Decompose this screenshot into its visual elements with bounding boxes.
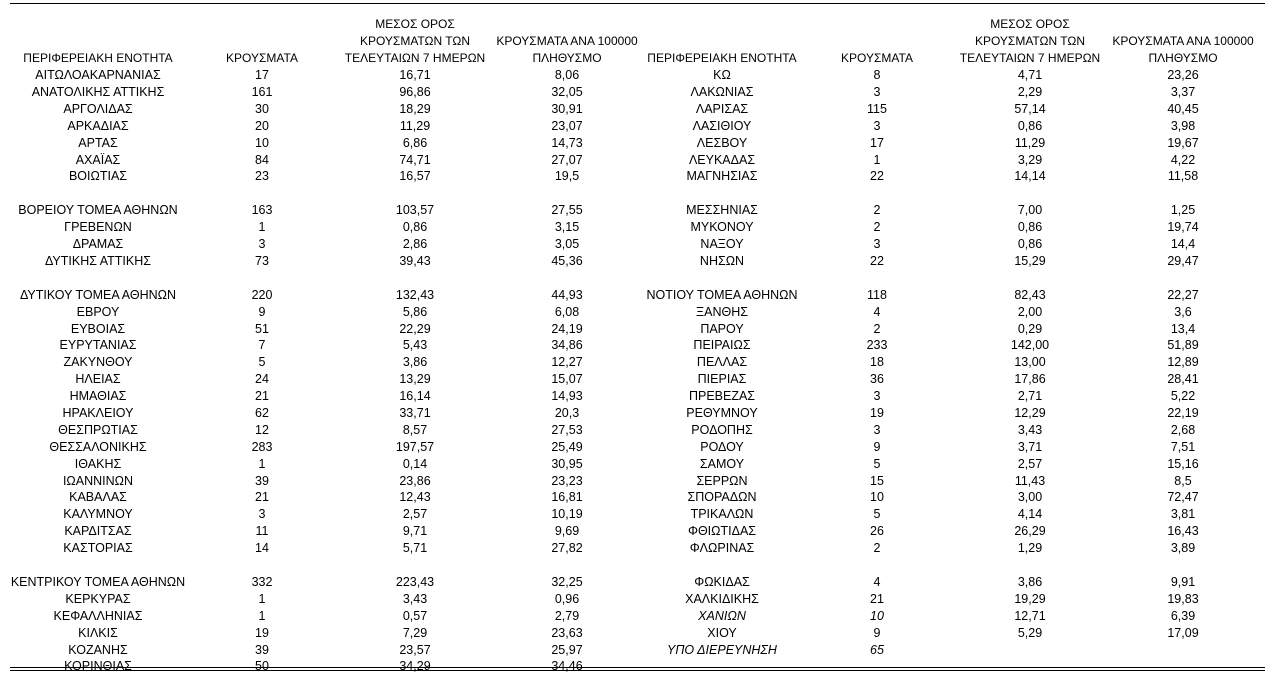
- right-cases-value: 22: [870, 254, 884, 268]
- left-avg7-value: 34,29: [399, 659, 431, 673]
- left-per100k-value: 27,07: [551, 153, 583, 167]
- right-avg7-value: 5,29: [1017, 626, 1043, 640]
- left-region-name: ΚΑΛΥΜΝΟΥ: [63, 507, 133, 521]
- right-avg7-value: 1,29: [1017, 541, 1043, 555]
- right-per100k-value: 4,22: [1170, 153, 1196, 167]
- right-region-name: ΡΟΔΟΥ: [700, 440, 744, 454]
- right-per100k-value: 9,91: [1170, 575, 1196, 589]
- right-avg7-value: 0,29: [1017, 322, 1043, 336]
- left-per100k-value: 23,23: [551, 474, 583, 488]
- right-per100k-value: 2,68: [1170, 423, 1196, 437]
- left-per100k-value: 15,07: [551, 372, 583, 386]
- right-cases-value: 8: [873, 68, 881, 82]
- right-region-name: ΛΕΣΒΟΥ: [696, 136, 748, 150]
- right-region-name: ΜΕΣΣΗΝΙΑΣ: [686, 203, 758, 217]
- left-avg7-value: 2,57: [402, 507, 428, 521]
- right-per100k-value: 28,41: [1167, 372, 1199, 386]
- right-per100k-value: 3,89: [1170, 541, 1196, 555]
- left-region-name: ΚΑΣΤΟΡΙΑΣ: [63, 541, 133, 555]
- left-per100k-value: 3,05: [554, 237, 580, 251]
- left-region-name: ΖΑΚΥΝΘΟΥ: [63, 355, 133, 369]
- left-cases-value: 1: [258, 609, 266, 623]
- left-region-name: ΚΕΡΚΥΡΑΣ: [65, 592, 131, 606]
- left-region-name: ΒΟΡΕΙΟΥ ΤΟΜΕΑ ΑΘΗΝΩΝ: [18, 203, 178, 217]
- left-per100k-value: 6,08: [554, 305, 580, 319]
- right-avg7-value: 82,43: [1014, 288, 1046, 302]
- left-region-name: ΙΘΑΚΗΣ: [74, 457, 122, 471]
- right-cases-value: 3: [873, 85, 881, 99]
- right-cases-value: 2: [873, 541, 881, 555]
- left-avg7-value: 18,29: [399, 102, 431, 116]
- top-border: [10, 3, 1265, 4]
- left-per100k-value: 32,05: [551, 85, 583, 99]
- left-per100k-value: 27,55: [551, 203, 583, 217]
- right-region-name: ΣΕΡΡΩΝ: [696, 474, 748, 488]
- left-per100k-value: 16,81: [551, 490, 583, 504]
- right-avg7-value: 3,71: [1017, 440, 1043, 454]
- left-per100k-value: 30,91: [551, 102, 583, 116]
- header-region-right: ΠΕΡΙΦΕΡΕΙΑΚΗ ΕΝΟΤΗΤΑ: [647, 51, 797, 65]
- left-region-name: ΚΕΝΤΡΙΚΟΥ ΤΟΜΕΑ ΑΘΗΝΩΝ: [10, 575, 186, 589]
- left-cases-value: 161: [251, 85, 273, 99]
- left-cases-value: 20: [255, 119, 269, 133]
- left-cases-value: 1: [258, 220, 266, 234]
- right-avg7-value: 4,14: [1017, 507, 1043, 521]
- left-cases-value: 39: [255, 643, 269, 657]
- left-per100k-value: 44,93: [551, 288, 583, 302]
- left-cases-value: 7: [258, 338, 266, 352]
- header-per100k-left-1: ΚΡΟΥΣΜΑΤΑ ΑΝΑ 100000: [496, 34, 638, 48]
- left-per100k-value: 25,97: [551, 643, 583, 657]
- left-cases-value: 3: [258, 507, 266, 521]
- right-region-name: ΞΑΝΘΗΣ: [696, 305, 748, 319]
- left-cases-value: 84: [255, 153, 269, 167]
- right-per100k-value: 3,98: [1170, 119, 1196, 133]
- right-per100k-value: 51,89: [1167, 338, 1199, 352]
- left-region-name: ΑΡΚΑΔΙΑΣ: [67, 119, 129, 133]
- left-per100k-value: 8,06: [554, 68, 580, 82]
- left-cases-value: 73: [255, 254, 269, 268]
- right-per100k-value: 29,47: [1167, 254, 1199, 268]
- right-per100k-value: 19,74: [1167, 220, 1199, 234]
- right-avg7-value: 0,86: [1017, 119, 1043, 133]
- right-region-name: ΠΕΙΡΑΙΩΣ: [693, 338, 751, 352]
- left-cases-value: 220: [251, 288, 273, 302]
- header-cases-left: ΚΡΟΥΣΜΑΤΑ: [226, 51, 298, 65]
- left-per100k-value: 27,82: [551, 541, 583, 555]
- right-avg7-value: 7,00: [1017, 203, 1043, 217]
- left-per100k-value: 14,93: [551, 389, 583, 403]
- right-region-name: ΧΑΝΙΩΝ: [698, 609, 746, 623]
- left-region-name: ΑΡΓΟΛΙΔΑΣ: [63, 102, 133, 116]
- left-region-name: ΚΕΦΑΛΛΗΝΙΑΣ: [53, 609, 143, 623]
- left-cases-value: 51: [255, 322, 269, 336]
- header-per100k-right-2: ΠΛΗΘΥΣΜΟ: [1148, 51, 1218, 65]
- left-avg7-value: 33,71: [399, 406, 431, 420]
- right-cases-value: 18: [870, 355, 884, 369]
- left-avg7-value: 16,14: [399, 389, 431, 403]
- left-region-name: ΗΡΑΚΛΕΙΟΥ: [62, 406, 134, 420]
- left-avg7-value: 23,57: [399, 643, 431, 657]
- left-region-name: ΘΕΣΣΑΛΟΝΙΚΗΣ: [49, 440, 147, 454]
- left-region-name: ΘΕΣΠΡΩΤΙΑΣ: [58, 423, 138, 437]
- right-avg7-value: 4,71: [1017, 68, 1043, 82]
- right-per100k-value: 12,89: [1167, 355, 1199, 369]
- left-avg7-value: 3,86: [402, 355, 428, 369]
- left-avg7-value: 5,71: [402, 541, 428, 555]
- left-region-name: ΕΥΡΥΤΑΝΙΑΣ: [59, 338, 137, 352]
- right-avg7-value: 2,00: [1017, 305, 1043, 319]
- header-per100k-left-2: ΠΛΗΘΥΣΜΟ: [532, 51, 602, 65]
- left-region-name: ΕΥΒΟΙΑΣ: [70, 322, 126, 336]
- left-per100k-value: 20,3: [554, 406, 580, 420]
- right-cases-value: 115: [867, 102, 887, 116]
- left-region-name: ΙΩΑΝΝΙΝΩΝ: [62, 474, 134, 488]
- left-region-name: ΑΡΤΑΣ: [78, 136, 118, 150]
- right-region-name: ΡΕΘΥΜΝΟΥ: [686, 406, 758, 420]
- left-cases-value: 24: [255, 372, 269, 386]
- right-per100k-value: 16,43: [1167, 524, 1199, 538]
- right-cases-value: 9: [873, 440, 881, 454]
- right-cases-value: 2: [873, 220, 881, 234]
- left-per100k-value: 2,79: [554, 609, 580, 623]
- right-per100k-value: 3,6: [1174, 305, 1192, 319]
- right-cases-value: 19: [870, 406, 884, 420]
- left-avg7-value: 13,29: [399, 372, 431, 386]
- right-cases-value: 3: [873, 119, 881, 133]
- right-avg7-value: 3,86: [1017, 575, 1043, 589]
- header-avg-right-3: ΤΕΛΕΥΤΑΙΩΝ 7 ΗΜΕΡΩΝ: [959, 51, 1101, 65]
- right-per100k-value: 11,58: [1167, 169, 1199, 183]
- right-cases-value: 10: [870, 490, 884, 504]
- right-cases-value: 5: [873, 507, 881, 521]
- right-cases-value: 4: [873, 575, 881, 589]
- right-region-name: ΠΙΕΡΙΑΣ: [697, 372, 747, 386]
- left-avg7-value: 9,71: [402, 524, 428, 538]
- left-cases-value: 17: [255, 68, 269, 82]
- right-region-name: ΛΕΥΚΑΔΑΣ: [688, 153, 756, 167]
- bottom-border-double: [10, 670, 1265, 671]
- left-cases-value: 11: [255, 524, 269, 538]
- right-region-name: ΦΩΚΙΔΑΣ: [694, 575, 750, 589]
- right-region-name: ΤΡΙΚΑΛΩΝ: [690, 507, 754, 521]
- left-cases-value: 163: [251, 203, 273, 217]
- left-region-name: ΓΡΕΒΕΝΩΝ: [64, 220, 132, 234]
- left-cases-value: 283: [251, 440, 273, 454]
- right-cases-value: 21: [870, 592, 884, 606]
- right-avg7-value: 13,00: [1014, 355, 1046, 369]
- right-avg7-value: 2,71: [1017, 389, 1043, 403]
- right-cases-value: 26: [870, 524, 884, 538]
- left-avg7-value: 132,43: [395, 288, 435, 302]
- left-per100k-value: 32,25: [551, 575, 583, 589]
- right-region-name: ΣΑΜΟΥ: [699, 457, 745, 471]
- left-avg7-value: 6,86: [402, 136, 428, 150]
- right-per100k-value: 72,47: [1167, 490, 1199, 504]
- right-avg7-value: 3,00: [1017, 490, 1043, 504]
- left-region-name: ΚΟΡΙΝΘΙΑΣ: [64, 659, 132, 673]
- header-cases-right: ΚΡΟΥΣΜΑΤΑ: [841, 51, 913, 65]
- left-region-name: ΒΟΙΩΤΙΑΣ: [68, 169, 128, 183]
- right-avg7-value: 0,86: [1017, 220, 1043, 234]
- right-per100k-value: 3,81: [1170, 507, 1196, 521]
- right-avg7-value: 12,29: [1014, 406, 1046, 420]
- right-region-name: ΥΠΟ ΔΙΕΡΕΥΝΗΣΗ: [667, 643, 777, 657]
- left-per100k-value: 14,73: [551, 136, 583, 150]
- left-avg7-value: 223,43: [395, 575, 435, 589]
- right-per100k-value: 3,37: [1170, 85, 1196, 99]
- right-cases-value: 3: [873, 389, 881, 403]
- right-cases-value: 3: [873, 237, 881, 251]
- left-avg7-value: 11,29: [399, 119, 431, 133]
- header-per100k-right-1: ΚΡΟΥΣΜΑΤΑ ΑΝΑ 100000: [1112, 34, 1254, 48]
- left-cases-value: 50: [255, 659, 269, 673]
- right-region-name: ΡΟΔΟΠΗΣ: [691, 423, 753, 437]
- right-avg7-value: 3,43: [1017, 423, 1043, 437]
- right-avg7-value: 14,14: [1014, 169, 1046, 183]
- left-per100k-value: 0,96: [554, 592, 580, 606]
- right-per100k-value: 1,25: [1170, 203, 1196, 217]
- left-avg7-value: 8,57: [402, 423, 428, 437]
- right-per100k-value: 7,51: [1170, 440, 1196, 454]
- left-per100k-value: 12,27: [551, 355, 583, 369]
- right-region-name: ΠΡΕΒΕΖΑΣ: [688, 389, 756, 403]
- right-avg7-value: 12,71: [1014, 609, 1046, 623]
- left-region-name: ΗΜΑΘΙΑΣ: [69, 389, 127, 403]
- right-cases-value: 65: [870, 643, 884, 657]
- left-region-name: ΚΟΖΑΝΗΣ: [68, 643, 128, 657]
- right-avg7-value: 142,00: [1010, 338, 1050, 352]
- right-avg7-value: 15,29: [1014, 254, 1046, 268]
- header-avg-left-3: ΤΕΛΕΥΤΑΙΩΝ 7 ΗΜΕΡΩΝ: [344, 51, 486, 65]
- right-per100k-value: 5,22: [1170, 389, 1196, 403]
- right-per100k-value: 6,39: [1170, 609, 1196, 623]
- right-per100k-value: 19,83: [1167, 592, 1199, 606]
- left-cases-value: 62: [255, 406, 269, 420]
- right-avg7-value: 57,14: [1014, 102, 1046, 116]
- left-avg7-value: 103,57: [395, 203, 435, 217]
- right-cases-value: 17: [870, 136, 884, 150]
- header-avg-left-2: ΚΡΟΥΣΜΑΤΩΝ ΤΩΝ: [359, 34, 471, 48]
- right-region-name: ΚΩ: [713, 68, 731, 82]
- left-cases-value: 21: [255, 490, 269, 504]
- left-cases-value: 3: [258, 237, 266, 251]
- right-cases-value: 233: [866, 338, 888, 352]
- left-avg7-value: 0,57: [402, 609, 428, 623]
- right-cases-value: 1: [873, 153, 881, 167]
- left-avg7-value: 7,29: [402, 626, 428, 640]
- left-avg7-value: 74,71: [399, 153, 431, 167]
- header-avg-right-1: ΜΕΣΟΣ ΟΡΟΣ: [990, 17, 1070, 31]
- right-region-name: ΛΑΚΩΝΙΑΣ: [690, 85, 754, 99]
- right-region-name: ΠΕΛΛΑΣ: [696, 355, 748, 369]
- right-cases-value: 22: [870, 169, 884, 183]
- left-cases-value: 30: [255, 102, 269, 116]
- left-region-name: ΑΙΤΩΛΟΑΚΑΡΝΑΝΙΑΣ: [35, 68, 161, 82]
- right-region-name: ΝΗΣΩΝ: [699, 254, 745, 268]
- left-region-name: ΗΛΕΙΑΣ: [75, 372, 121, 386]
- left-region-name: ΚΙΛΚΙΣ: [78, 626, 118, 640]
- left-avg7-value: 5,43: [402, 338, 428, 352]
- left-avg7-value: 16,71: [399, 68, 431, 82]
- right-cases-value: 5: [873, 457, 881, 471]
- left-per100k-value: 23,07: [551, 119, 583, 133]
- left-per100k-value: 45,36: [551, 254, 583, 268]
- left-per100k-value: 10,19: [551, 507, 583, 521]
- left-per100k-value: 3,15: [554, 220, 580, 234]
- left-region-name: ΕΒΡΟΥ: [76, 305, 120, 319]
- right-per100k-value: 8,5: [1174, 474, 1192, 488]
- left-avg7-value: 5,86: [402, 305, 428, 319]
- left-avg7-value: 96,86: [399, 85, 431, 99]
- header-avg-left-1: ΜΕΣΟΣ ΟΡΟΣ: [375, 17, 455, 31]
- right-avg7-value: 17,86: [1014, 372, 1046, 386]
- left-cases-value: 14: [255, 541, 269, 555]
- left-avg7-value: 3,43: [402, 592, 428, 606]
- left-cases-value: 1: [258, 457, 266, 471]
- left-per100k-value: 27,53: [551, 423, 583, 437]
- right-avg7-value: 11,43: [1014, 474, 1046, 488]
- right-cases-value: 15: [870, 474, 884, 488]
- right-per100k-value: 22,19: [1167, 406, 1199, 420]
- right-cases-value: 4: [873, 305, 881, 319]
- left-avg7-value: 2,86: [402, 237, 428, 251]
- left-per100k-value: 34,46: [551, 659, 583, 673]
- right-per100k-value: 22,27: [1167, 288, 1199, 302]
- left-per100k-value: 19,5: [554, 169, 580, 183]
- left-cases-value: 19: [255, 626, 269, 640]
- left-cases-value: 12: [255, 423, 269, 437]
- right-region-name: ΜΑΓΝΗΣΙΑΣ: [686, 169, 758, 183]
- left-avg7-value: 16,57: [399, 169, 431, 183]
- left-avg7-value: 0,86: [402, 220, 428, 234]
- right-cases-value: 9: [873, 626, 881, 640]
- right-cases-value: 118: [867, 288, 887, 302]
- left-cases-value: 10: [255, 136, 269, 150]
- left-cases-value: 39: [255, 474, 269, 488]
- right-avg7-value: 0,86: [1017, 237, 1043, 251]
- left-cases-value: 1: [258, 592, 266, 606]
- right-region-name: ΣΠΟΡΑΔΩΝ: [687, 490, 757, 504]
- left-avg7-value: 197,57: [395, 440, 435, 454]
- right-per100k-value: 23,26: [1167, 68, 1199, 82]
- bottom-border: [10, 667, 1265, 668]
- right-per100k-value: 13,4: [1170, 322, 1196, 336]
- left-cases-value: 332: [251, 575, 273, 589]
- left-region-name: ΑΝΑΤΟΛΙΚΗΣ ΑΤΤΙΚΗΣ: [31, 85, 165, 99]
- left-per100k-value: 25,49: [551, 440, 583, 454]
- left-avg7-value: 12,43: [399, 490, 431, 504]
- left-region-name: ΑΧΑΪΑΣ: [75, 153, 121, 167]
- right-avg7-value: 2,57: [1017, 457, 1043, 471]
- left-region-name: ΚΑΒΑΛΑΣ: [69, 490, 127, 504]
- right-cases-value: 2: [873, 203, 881, 217]
- right-avg7-value: 26,29: [1014, 524, 1046, 538]
- right-per100k-value: 17,09: [1167, 626, 1199, 640]
- right-region-name: ΛΑΡΙΣΑΣ: [695, 102, 749, 116]
- left-cases-value: 23: [255, 169, 269, 183]
- right-per100k-value: 19,67: [1167, 136, 1199, 150]
- left-avg7-value: 39,43: [399, 254, 431, 268]
- left-region-name: ΔΥΤΙΚΗΣ ΑΤΤΙΚΗΣ: [45, 254, 151, 268]
- right-per100k-value: 14,4: [1170, 237, 1196, 251]
- left-region-name: ΔΡΑΜΑΣ: [72, 237, 124, 251]
- left-per100k-value: 24,19: [551, 322, 583, 336]
- right-region-name: ΝΑΞΟΥ: [700, 237, 744, 251]
- right-region-name: ΧΑΛΚΙΔΙΚΗΣ: [685, 592, 759, 606]
- right-avg7-value: 19,29: [1014, 592, 1046, 606]
- left-per100k-value: 30,95: [551, 457, 583, 471]
- left-avg7-value: 22,29: [399, 322, 431, 336]
- right-region-name: ΛΑΣΙΘΙΟΥ: [692, 119, 752, 133]
- right-cases-value: 36: [870, 372, 884, 386]
- right-avg7-value: 11,29: [1014, 136, 1046, 150]
- right-region-name: ΝΟΤΙΟΥ ΤΟΜΕΑ ΑΘΗΝΩΝ: [646, 288, 798, 302]
- right-avg7-value: 2,29: [1017, 85, 1043, 99]
- right-avg7-value: 3,29: [1017, 153, 1043, 167]
- right-cases-value: 10: [870, 609, 884, 623]
- right-region-name: ΠΑΡΟΥ: [700, 322, 744, 336]
- left-avg7-value: 0,14: [402, 457, 428, 471]
- left-avg7-value: 23,86: [399, 474, 431, 488]
- right-region-name: ΜΥΚΟΝΟΥ: [690, 220, 754, 234]
- left-cases-value: 5: [258, 355, 266, 369]
- right-per100k-value: 15,16: [1167, 457, 1199, 471]
- header-region-left: ΠΕΡΙΦΕΡΕΙΑΚΗ ΕΝΟΤΗΤΑ: [23, 51, 173, 65]
- left-cases-value: 21: [255, 389, 269, 403]
- left-per100k-value: 23,63: [551, 626, 583, 640]
- right-per100k-value: 40,45: [1167, 102, 1199, 116]
- left-cases-value: 9: [258, 305, 266, 319]
- right-region-name: ΦΛΩΡΙΝΑΣ: [689, 541, 755, 555]
- left-region-name: ΚΑΡΔΙΤΣΑΣ: [64, 524, 132, 538]
- right-region-name: ΦΘΙΩΤΙΔΑΣ: [687, 524, 757, 538]
- left-per100k-value: 9,69: [554, 524, 580, 538]
- right-cases-value: 2: [873, 322, 881, 336]
- right-cases-value: 3: [873, 423, 881, 437]
- left-region-name: ΔΥΤΙΚΟΥ ΤΟΜΕΑ ΑΘΗΝΩΝ: [19, 288, 177, 302]
- header-avg-right-2: ΚΡΟΥΣΜΑΤΩΝ ΤΩΝ: [974, 34, 1086, 48]
- left-per100k-value: 34,86: [551, 338, 583, 352]
- right-region-name: ΧΙΟΥ: [707, 626, 737, 640]
